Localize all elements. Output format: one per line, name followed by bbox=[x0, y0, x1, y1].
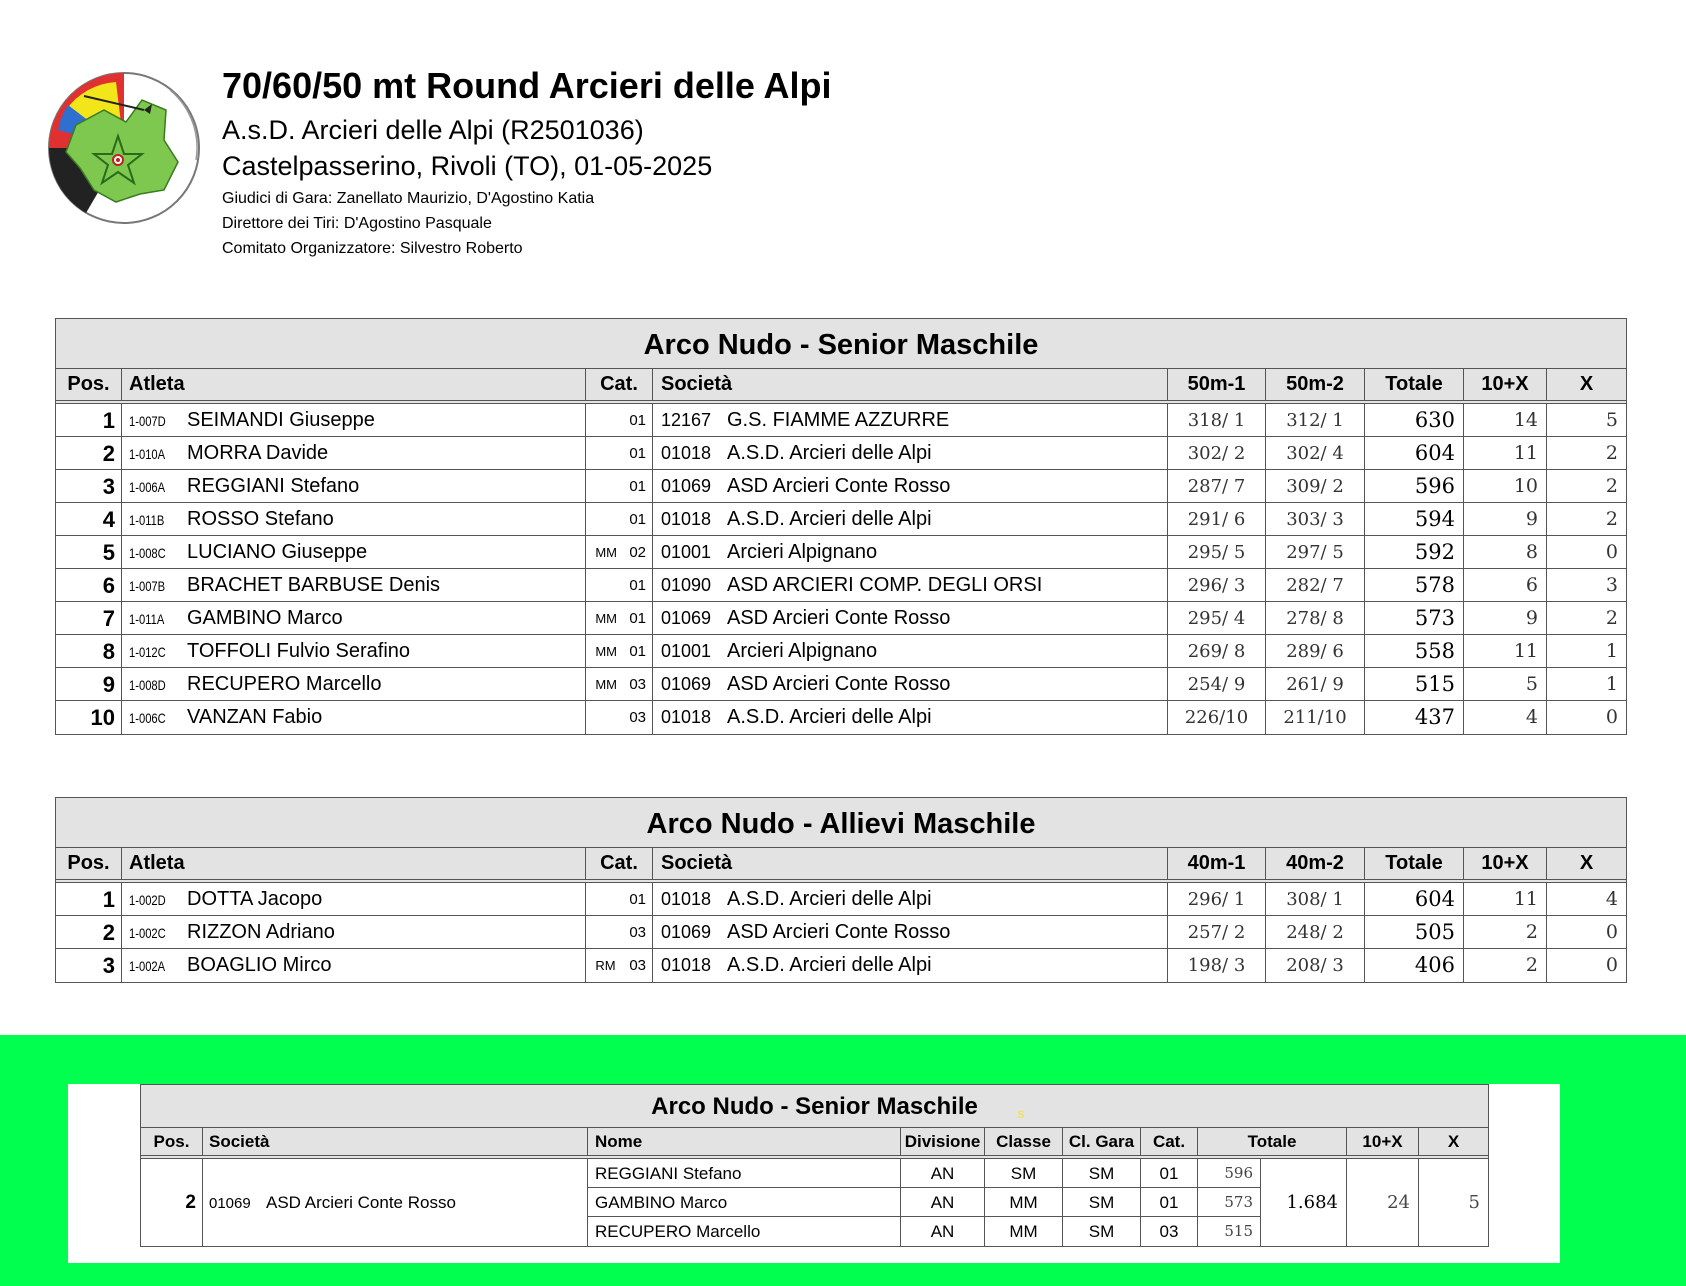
club-logo bbox=[46, 70, 202, 226]
athlete-code: 1-011A bbox=[129, 611, 165, 627]
row-score2: 309/ 2 bbox=[1266, 470, 1365, 503]
row-cat bbox=[586, 404, 653, 437]
row-pos: 4 bbox=[56, 503, 122, 536]
societa-id: 01069 bbox=[661, 476, 712, 496]
team-table-title bbox=[141, 1085, 1488, 1128]
societa-id: 01090 bbox=[661, 575, 712, 595]
row-x: 1 bbox=[1605, 640, 1618, 662]
row-score2: 208/ 3 bbox=[1266, 949, 1365, 982]
team-societa-name: ASD Arcieri Conte Rosso bbox=[266, 1193, 456, 1212]
athlete-code: 1-002C bbox=[129, 925, 166, 941]
member-score: 596 bbox=[1198, 1159, 1260, 1188]
table-title: Arco Nudo - Allievi Maschile bbox=[56, 798, 1626, 848]
col-pos: Pos. bbox=[56, 369, 122, 400]
societa-name: ASD Arcieri Conte Rosso bbox=[727, 921, 951, 943]
row-cat bbox=[586, 916, 653, 949]
team-divisione bbox=[901, 1159, 985, 1246]
row-pos: 5 bbox=[56, 536, 122, 569]
row-cat bbox=[586, 602, 653, 635]
row-x: 0 bbox=[1605, 954, 1618, 976]
societa-id: 12167 bbox=[661, 410, 712, 430]
col-score1: 50m-1 bbox=[1168, 369, 1266, 400]
team-title-mark: s bbox=[1017, 1105, 1025, 1121]
row-score1: 257/ 2 bbox=[1168, 916, 1266, 949]
societa-id: 01001 bbox=[661, 542, 712, 562]
row-pos: 3 bbox=[56, 949, 122, 982]
col-cat: Cat. bbox=[1141, 1128, 1198, 1155]
row-totale: 406 bbox=[1365, 949, 1464, 982]
athlete-class: MM bbox=[595, 677, 617, 692]
athlete-cat: 03 bbox=[629, 924, 646, 941]
row-10x: 9 bbox=[1464, 602, 1547, 635]
row-cat bbox=[586, 536, 653, 569]
row-cat bbox=[586, 883, 653, 916]
athlete-code: 1-002D bbox=[129, 892, 166, 908]
row-10x: 4 bbox=[1464, 701, 1547, 734]
row-pos: 8 bbox=[56, 635, 122, 668]
team-pos: 2 bbox=[141, 1159, 203, 1246]
societa-name: ASD ARCIERI COMP. DEGLI ORSI bbox=[727, 574, 1043, 596]
row-score1: 287/ 7 bbox=[1168, 470, 1266, 503]
place-date-line: Castelpasserino, Rivoli (TO), 01-05-2025 bbox=[222, 151, 713, 181]
row-score2: 261/ 9 bbox=[1266, 668, 1365, 701]
row-score1: 296/ 3 bbox=[1168, 569, 1266, 602]
table-row bbox=[56, 602, 1626, 635]
row-x: 2 bbox=[1605, 508, 1618, 530]
row-cat bbox=[586, 635, 653, 668]
row-atleta bbox=[122, 949, 586, 982]
athlete-code: 1-007B bbox=[129, 578, 166, 594]
row-10x: 11 bbox=[1464, 437, 1547, 470]
row-totale: 505 bbox=[1365, 916, 1464, 949]
societa-id: 01018 bbox=[661, 509, 712, 529]
row-10x: 9 bbox=[1464, 503, 1547, 536]
athlete-name: TOFFOLI Fulvio Serafino bbox=[187, 640, 411, 662]
table-body bbox=[56, 404, 1626, 734]
societa-name: A.S.D. Arcieri delle Alpi bbox=[727, 442, 932, 464]
row-x: 2 bbox=[1605, 607, 1618, 629]
athlete-code: 1-012C bbox=[129, 644, 166, 660]
row-atleta bbox=[122, 569, 586, 602]
societa-id: 01069 bbox=[661, 922, 712, 942]
athlete-cat: 01 bbox=[629, 478, 646, 495]
organizer-line: A.s.D. Arcieri delle Alpi (R2501036) bbox=[222, 115, 644, 145]
row-pos: 10 bbox=[56, 701, 122, 734]
col-nome: Nome bbox=[588, 1128, 901, 1155]
row-10x: 2 bbox=[1464, 916, 1547, 949]
table-row bbox=[56, 916, 1626, 949]
row-societa bbox=[653, 602, 1168, 635]
col-x: X bbox=[1447, 1132, 1460, 1151]
row-atleta bbox=[122, 470, 586, 503]
row-societa bbox=[653, 536, 1168, 569]
table-row bbox=[56, 503, 1626, 536]
row-score1: 291/ 6 bbox=[1168, 503, 1266, 536]
col-societa: Società bbox=[653, 369, 1168, 400]
athlete-class: RM bbox=[595, 958, 616, 973]
athlete-cat: 01 bbox=[629, 511, 646, 528]
col-cl-gara: Cl. Gara bbox=[1063, 1128, 1141, 1155]
col-10x: 10+X bbox=[1347, 1128, 1419, 1155]
member-cat: 03 bbox=[1159, 1222, 1179, 1241]
results-table-allievi bbox=[55, 797, 1627, 983]
athlete-code: 1-002A bbox=[129, 958, 166, 974]
team-x: 5 bbox=[1468, 1192, 1480, 1213]
societa-id: 01018 bbox=[661, 707, 712, 727]
row-score1: 296/ 1 bbox=[1168, 883, 1266, 916]
row-x: 1 bbox=[1605, 673, 1618, 695]
row-atleta bbox=[122, 602, 586, 635]
team-total: 1.684 bbox=[1261, 1159, 1347, 1246]
athlete-name: BOAGLIO Mirco bbox=[187, 954, 332, 976]
row-pos: 1 bbox=[56, 883, 122, 916]
societa-id: 01069 bbox=[661, 674, 712, 694]
col-pos: Pos. bbox=[56, 848, 122, 879]
member-div: AN bbox=[901, 1188, 984, 1217]
athlete-code: 1-008D bbox=[129, 677, 166, 693]
row-cat bbox=[586, 437, 653, 470]
member-div: AN bbox=[901, 1159, 984, 1188]
col-cat: Cat. bbox=[586, 369, 653, 400]
athlete-class: MM bbox=[595, 545, 617, 560]
row-atleta bbox=[122, 503, 586, 536]
row-societa bbox=[653, 569, 1168, 602]
table-row bbox=[56, 569, 1626, 602]
col-x: X bbox=[1579, 852, 1594, 874]
col-societa: Società bbox=[203, 1128, 588, 1155]
row-totale: 604 bbox=[1365, 883, 1464, 916]
col-totale: Totale bbox=[1365, 848, 1464, 879]
team-scores bbox=[1198, 1159, 1261, 1246]
table-row bbox=[56, 404, 1626, 437]
societa-id: 01018 bbox=[661, 955, 712, 975]
row-cat bbox=[586, 668, 653, 701]
athlete-name: RIZZON Adriano bbox=[187, 921, 335, 943]
member-div: AN bbox=[930, 1222, 955, 1241]
societa-name: ASD Arcieri Conte Rosso bbox=[727, 475, 951, 497]
row-atleta bbox=[122, 635, 586, 668]
row-score1: 226/10 bbox=[1168, 701, 1266, 734]
member-name: GAMBINO Marco bbox=[588, 1188, 900, 1217]
row-x: 0 bbox=[1605, 706, 1618, 728]
row-score1: 302/ 2 bbox=[1168, 437, 1266, 470]
athlete-code: 1-007D bbox=[129, 413, 166, 429]
row-10x: 8 bbox=[1464, 536, 1547, 569]
col-totale: Totale bbox=[1198, 1128, 1347, 1155]
athlete-cat: 02 bbox=[629, 544, 646, 561]
athlete-class: MM bbox=[595, 644, 617, 659]
row-score2: 308/ 1 bbox=[1266, 883, 1365, 916]
row-totale: 515 bbox=[1365, 668, 1464, 701]
athlete-name: DOTTA Jacopo bbox=[187, 888, 323, 910]
col-totale: Totale bbox=[1365, 369, 1464, 400]
societa-id: 01001 bbox=[661, 641, 712, 661]
row-x: 3 bbox=[1605, 574, 1618, 596]
row-cat bbox=[586, 470, 653, 503]
member-cl-gara: SM bbox=[1088, 1222, 1115, 1241]
team-table-header bbox=[141, 1128, 1488, 1159]
athlete-cat: 01 bbox=[629, 891, 646, 908]
team-title-text: Arco Nudo - Senior Maschile bbox=[651, 1093, 978, 1120]
judges-line: Giudici di Gara: Zanellato Maurizio, D'Agostino Katia bbox=[222, 190, 595, 207]
row-pos: 9 bbox=[56, 668, 122, 701]
row-totale: 578 bbox=[1365, 569, 1464, 602]
row-totale: 630 bbox=[1365, 404, 1464, 437]
col-pos: Pos. bbox=[141, 1128, 203, 1155]
row-10x: 11 bbox=[1464, 883, 1547, 916]
societa-name: ASD Arcieri Conte Rosso bbox=[727, 673, 951, 695]
societa-name: A.S.D. Arcieri delle Alpi bbox=[727, 706, 932, 728]
row-score2: 278/ 8 bbox=[1266, 602, 1365, 635]
athlete-cat: 01 bbox=[629, 445, 646, 462]
member-name: REGGIANI Stefano bbox=[588, 1159, 900, 1188]
row-totale: 596 bbox=[1365, 470, 1464, 503]
row-atleta bbox=[122, 883, 586, 916]
athlete-name: ROSSO Stefano bbox=[187, 508, 334, 530]
row-societa bbox=[653, 404, 1168, 437]
team-classe bbox=[985, 1159, 1063, 1246]
row-x: 2 bbox=[1605, 475, 1618, 497]
row-societa bbox=[653, 701, 1168, 734]
col-x: X bbox=[1579, 373, 1594, 395]
col-score2: 50m-2 bbox=[1266, 369, 1365, 400]
row-score2: 282/ 7 bbox=[1266, 569, 1365, 602]
member-name: RECUPERO Marcello bbox=[595, 1222, 761, 1241]
row-societa bbox=[653, 916, 1168, 949]
athlete-cat: 03 bbox=[629, 709, 646, 726]
director-line: Direttore dei Tiri: D'Agostino Pasquale bbox=[222, 215, 492, 232]
row-x: 0 bbox=[1605, 541, 1618, 563]
col-cat: Cat. bbox=[586, 848, 653, 879]
athlete-code: 1-006C bbox=[129, 710, 166, 726]
row-totale: 604 bbox=[1365, 437, 1464, 470]
table-body bbox=[56, 883, 1626, 982]
row-10x: 14 bbox=[1464, 404, 1547, 437]
row-societa bbox=[653, 949, 1168, 982]
athlete-cat: 03 bbox=[629, 676, 646, 693]
col-score1: 40m-1 bbox=[1168, 848, 1266, 879]
row-societa bbox=[653, 470, 1168, 503]
row-score1: 269/ 8 bbox=[1168, 635, 1266, 668]
row-atleta bbox=[122, 668, 586, 701]
team-row bbox=[141, 1159, 1488, 1246]
row-x: 2 bbox=[1605, 442, 1618, 464]
member-classe: SM bbox=[985, 1159, 1062, 1188]
results-table-senior bbox=[55, 318, 1627, 735]
row-cat bbox=[586, 949, 653, 982]
societa-name: G.S. FIAMME AZZURRE bbox=[727, 409, 950, 431]
athlete-name: SEIMANDI Giuseppe bbox=[187, 409, 375, 431]
athlete-name: REGGIANI Stefano bbox=[187, 475, 360, 497]
row-score1: 318/ 1 bbox=[1168, 404, 1266, 437]
team-cl-gara bbox=[1063, 1159, 1141, 1246]
row-atleta bbox=[122, 437, 586, 470]
team-societa bbox=[203, 1159, 588, 1246]
row-score1: 295/ 5 bbox=[1168, 536, 1266, 569]
row-score2: 297/ 5 bbox=[1266, 536, 1365, 569]
row-score2: 211/10 bbox=[1266, 701, 1365, 734]
team-societa-id: 01069 bbox=[209, 1195, 251, 1212]
athlete-cat: 03 bbox=[629, 957, 646, 974]
row-cat bbox=[586, 701, 653, 734]
team-names bbox=[588, 1159, 901, 1246]
team-results-table bbox=[140, 1084, 1489, 1247]
table-row bbox=[56, 536, 1626, 569]
row-x: 5 bbox=[1605, 409, 1618, 431]
row-10x: 11 bbox=[1464, 635, 1547, 668]
societa-name: A.S.D. Arcieri delle Alpi bbox=[727, 508, 932, 530]
row-10x: 6 bbox=[1464, 569, 1547, 602]
table-row bbox=[56, 701, 1626, 734]
row-totale: 592 bbox=[1365, 536, 1464, 569]
row-x: 0 bbox=[1605, 921, 1618, 943]
row-atleta bbox=[122, 701, 586, 734]
row-cat bbox=[586, 569, 653, 602]
row-score2: 303/ 3 bbox=[1266, 503, 1365, 536]
col-score2: 40m-2 bbox=[1266, 848, 1365, 879]
team-cat bbox=[1141, 1159, 1198, 1246]
row-x: 4 bbox=[1605, 888, 1618, 910]
row-atleta bbox=[122, 404, 586, 437]
row-totale: 573 bbox=[1365, 602, 1464, 635]
societa-id: 01018 bbox=[661, 889, 712, 909]
table-title: Arco Nudo - Senior Maschile bbox=[56, 319, 1626, 369]
athlete-code: 1-010A bbox=[129, 446, 166, 462]
table-row bbox=[56, 437, 1626, 470]
table-header bbox=[56, 848, 1626, 883]
row-totale: 558 bbox=[1365, 635, 1464, 668]
committee-line: Comitato Organizzatore: Silvestro Roberto bbox=[222, 240, 523, 257]
row-societa bbox=[653, 883, 1168, 916]
row-atleta bbox=[122, 536, 586, 569]
societa-name: A.S.D. Arcieri delle Alpi bbox=[727, 954, 932, 976]
member-cat: 01 bbox=[1141, 1188, 1197, 1217]
row-societa bbox=[653, 635, 1168, 668]
col-10x: 10+X bbox=[1464, 369, 1547, 400]
event-header bbox=[222, 64, 1122, 261]
col-societa: Società bbox=[653, 848, 1168, 879]
row-10x: 2 bbox=[1464, 949, 1547, 982]
row-totale: 594 bbox=[1365, 503, 1464, 536]
team-10x: 24 bbox=[1347, 1159, 1419, 1246]
member-score: 515 bbox=[1224, 1222, 1253, 1240]
row-societa bbox=[653, 503, 1168, 536]
member-cl-gara: SM bbox=[1063, 1188, 1140, 1217]
member-cl-gara: SM bbox=[1063, 1159, 1140, 1188]
athlete-name: GAMBINO Marco bbox=[187, 607, 343, 629]
member-classe: MM bbox=[985, 1188, 1062, 1217]
table-header bbox=[56, 369, 1626, 404]
athlete-cat: 01 bbox=[629, 643, 646, 660]
athlete-class: MM bbox=[595, 611, 617, 626]
row-societa bbox=[653, 437, 1168, 470]
societa-name: A.S.D. Arcieri delle Alpi bbox=[727, 888, 932, 910]
athlete-code: 1-011B bbox=[129, 512, 165, 528]
athlete-code: 1-006A bbox=[129, 479, 166, 495]
row-score2: 302/ 4 bbox=[1266, 437, 1365, 470]
row-totale: 437 bbox=[1365, 701, 1464, 734]
row-atleta bbox=[122, 916, 586, 949]
societa-name: ASD Arcieri Conte Rosso bbox=[727, 607, 951, 629]
event-title: 70/60/50 mt Round Arcieri delle Alpi bbox=[222, 65, 832, 106]
row-pos: 2 bbox=[56, 437, 122, 470]
societa-name: Arcieri Alpignano bbox=[727, 640, 878, 662]
col-atleta: Atleta bbox=[122, 848, 586, 879]
row-score2: 289/ 6 bbox=[1266, 635, 1365, 668]
col-atleta: Atleta bbox=[122, 369, 586, 400]
row-pos: 1 bbox=[56, 404, 122, 437]
table-row bbox=[56, 470, 1626, 503]
row-10x: 5 bbox=[1464, 668, 1547, 701]
athlete-name: LUCIANO Giuseppe bbox=[187, 541, 368, 563]
societa-id: 01018 bbox=[661, 443, 712, 463]
col-classe: Classe bbox=[985, 1128, 1063, 1155]
athlete-cat: 01 bbox=[629, 577, 646, 594]
table-row bbox=[56, 635, 1626, 668]
athlete-name: RECUPERO Marcello bbox=[187, 673, 382, 695]
member-cat: 01 bbox=[1141, 1159, 1197, 1188]
col-10x: 10+X bbox=[1464, 848, 1547, 879]
societa-name: Arcieri Alpignano bbox=[727, 541, 878, 563]
row-pos: 6 bbox=[56, 569, 122, 602]
athlete-name: BRACHET BARBUSE Denis bbox=[187, 574, 441, 596]
row-score1: 295/ 4 bbox=[1168, 602, 1266, 635]
athlete-cat: 01 bbox=[629, 610, 646, 627]
col-divisione: Divisione bbox=[901, 1128, 985, 1155]
row-cat bbox=[586, 503, 653, 536]
row-pos: 7 bbox=[56, 602, 122, 635]
member-classe: MM bbox=[1009, 1222, 1038, 1241]
row-score2: 248/ 2 bbox=[1266, 916, 1365, 949]
row-score2: 312/ 1 bbox=[1266, 404, 1365, 437]
row-pos: 3 bbox=[56, 470, 122, 503]
athlete-code: 1-008C bbox=[129, 545, 166, 561]
row-pos: 2 bbox=[56, 916, 122, 949]
athlete-cat: 01 bbox=[629, 412, 646, 429]
row-score1: 254/ 9 bbox=[1168, 668, 1266, 701]
athlete-name: VANZAN Fabio bbox=[187, 706, 323, 728]
row-score1: 198/ 3 bbox=[1168, 949, 1266, 982]
row-societa bbox=[653, 668, 1168, 701]
table-row bbox=[56, 668, 1626, 701]
athlete-name: MORRA Davide bbox=[187, 442, 329, 464]
row-10x: 10 bbox=[1464, 470, 1547, 503]
societa-id: 01069 bbox=[661, 608, 712, 628]
table-row bbox=[56, 883, 1626, 916]
table-row bbox=[56, 949, 1626, 982]
member-score: 573 bbox=[1198, 1188, 1260, 1217]
